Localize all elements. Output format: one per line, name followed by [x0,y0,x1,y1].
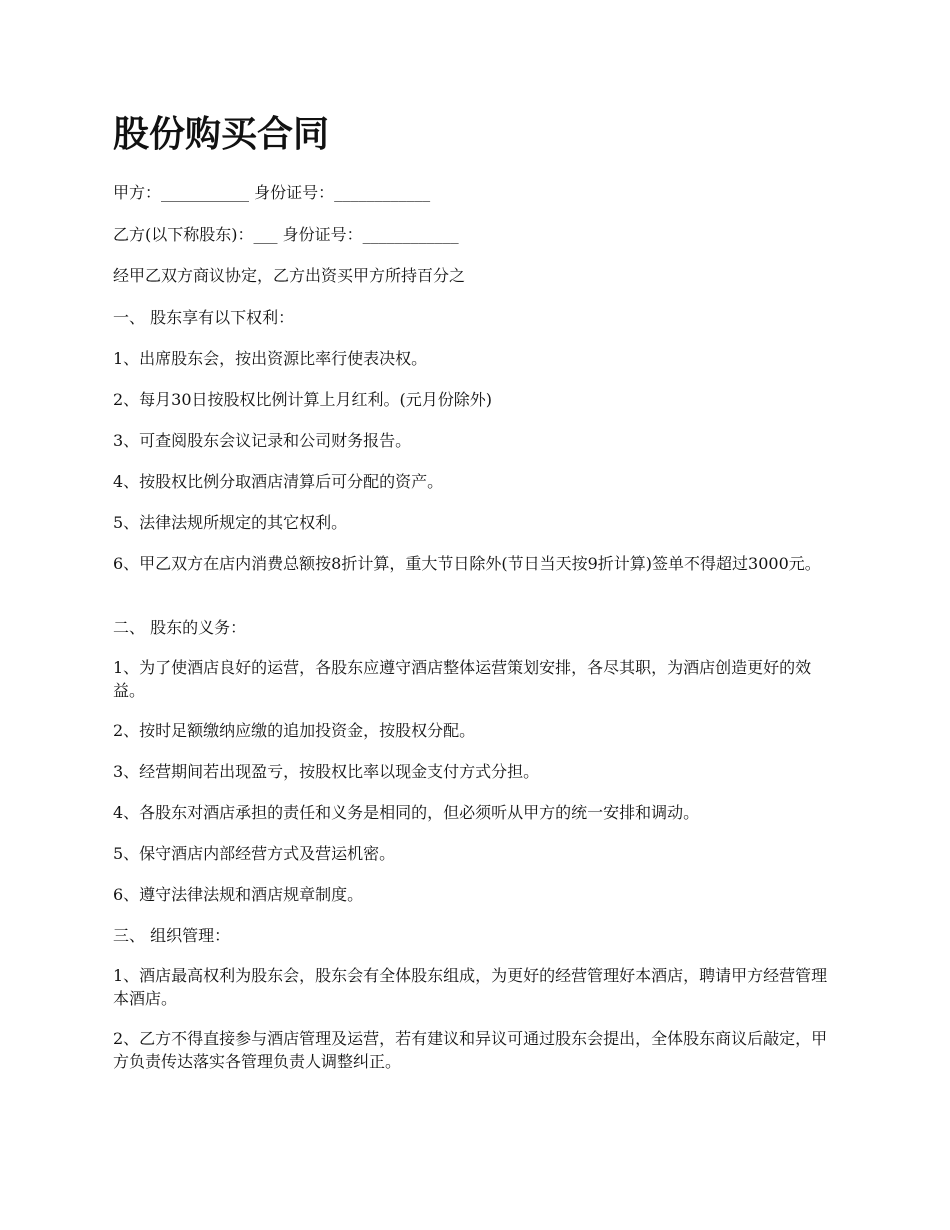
duties-item-4: 4、各股东对酒店承担的责任和义务是相同的，但必须听从甲方的统一安排和调动。 [113,803,700,822]
management-item-1: 1、酒店最高权利为股东会，股东会有全体股东组成，为更好的经营管理好本酒店，聘请甲方经营管理本酒店。 [113,966,828,1008]
section-heading-management: 三、 组织管理： [113,926,231,945]
duties-item-1: 1、为了使酒店良好的运营，各股东应遵守酒店整体运营策划安排，各尽其职，为酒店创造更好的效益。 [113,658,812,700]
rights-item-4: 4、按股权比例分取酒店清算后可分配的资产。 [113,472,444,491]
duties-item-2: 2、按时足额缴纳应缴的追加投资金，按股权分配。 [113,721,476,740]
duties-item-6: 6、遵守法律法规和酒店规章制度。 [113,885,364,904]
document-title: 股份购买合同 [113,113,330,155]
section-heading-rights: 一、 股东享有以下权利： [113,308,295,327]
agreement-intro: 经甲乙双方商议协定，乙方出资买甲方所持百分之 [113,266,466,285]
section-heading-duties: 二、 股东的义务： [113,618,247,637]
rights-item-3: 3、可查阅股东会议记录和公司财务报告。 [113,431,412,450]
party-b-line: 乙方(以下称股东)：___ 身份证号：____________ [113,225,459,244]
rights-item-2: 2、每月30日按股权比例计算上月红利。(元月份除外) [113,390,493,409]
rights-item-5: 5、法律法规所规定的其它权利。 [113,513,348,532]
management-item-2: 2、乙方不得直接参与酒店管理及运营，若有建议和异议可通过股东会提出，全体股东商议后敲定，甲方负责传达落实各管理负责人调整纠正。 [113,1029,828,1071]
duties-item-5: 5、保守酒店内部经营方式及营运机密。 [113,844,396,863]
duties-item-3: 3、经营期间若出现盈亏，按股权比率以现金支付方式分担。 [113,762,540,781]
rights-item-6: 6、甲乙双方在店内消费总额按8折计算，重大节日除外(节日当天按9折计算)签单不得超过3000元。 [113,554,821,573]
rights-item-1: 1、出席股东会，按出资源比率行使表决权。 [113,349,428,368]
party-a-line: 甲方：___________ 身份证号：____________ [113,183,431,202]
